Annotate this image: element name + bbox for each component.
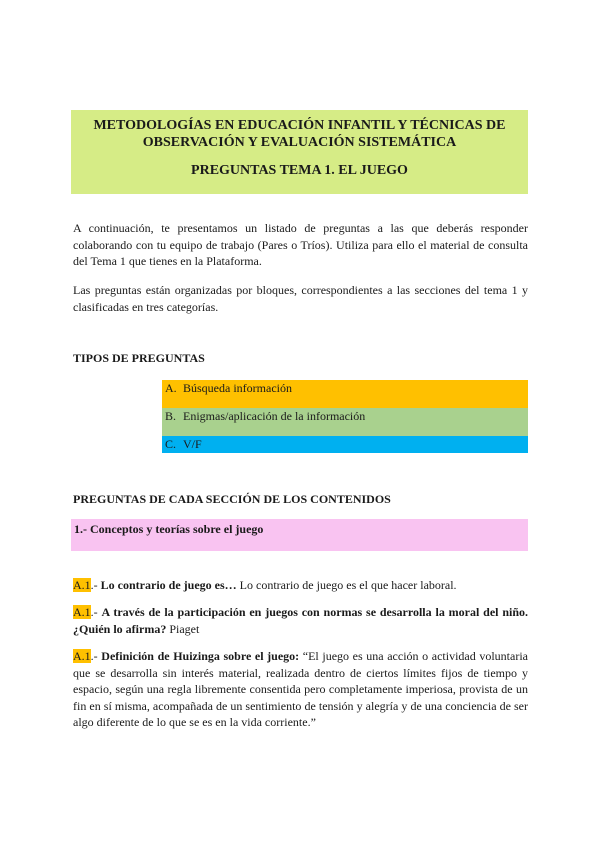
sections-heading: PREGUNTAS DE CADA SECCIÓN DE LOS CONTENIDOS [73, 492, 391, 506]
question-text: A través de la participación en juegos con normas se desarrolla la moral del niño. ¿Quién lo afirma? [73, 605, 529, 636]
document-subtitle: PREGUNTAS TEMA 1. EL JUEGO [191, 163, 408, 178]
question-item: A.1.- A través de la participación en juegos con normas se desarrolla la moral del niño. ¿Quién lo afirma? Piaget [73, 605, 529, 636]
title-line-1: METODOLOGÍAS EN EDUCACIÓN INFANTIL Y TÉCNICAS DE [93, 118, 506, 133]
question-types-heading: TIPOS DE PREGUNTAS [73, 351, 205, 365]
intro-paragraph-2: Las preguntas están organizadas por bloques, correspondientes a las secciones del tema 1 y clasificadas en tres categorías. [73, 283, 528, 314]
question-type-label: Enigmas/aplicación de la información [183, 409, 366, 423]
answer-text: “El juego es una acción o actividad voluntaria que se desarrolla sin interés material, realizada dentro de ciertos límites fijos de tiempo y espacio, según una regla libremente consentida pero completamente imperiosa, provista de un fin en sí misma, acompañada de un sentimiento de tensión y alegría y de una conciencia de ser algo diferente de lo que se es en la vida corriente.” [73, 649, 529, 729]
answer-text: Lo contrario de juego es el que hacer laboral. [236, 578, 457, 592]
question-type-label: V/F [183, 437, 202, 451]
question-type-b [162, 408, 528, 436]
question-item: A.1.- Lo contrario de juego es… Lo contrario de juego es el que hacer laboral. [73, 578, 457, 592]
question-type-letter: C. [165, 437, 177, 451]
question-type-c [162, 436, 528, 453]
question-type-label: Búsqueda información [183, 381, 292, 395]
question-type-letter: B. [165, 409, 177, 423]
document-title [71, 117, 528, 151]
question-category-tag: A.1 [73, 578, 91, 592]
question-type-letter: A. [165, 381, 177, 395]
answer-text: Piaget [166, 621, 200, 636]
question-text: Definición de Huizinga sobre el juego: [101, 649, 300, 663]
intro-paragraph-1: A continuación, te presentamos un listado de preguntas a las que deberás responder colaborando con tu equipo de trabajo (Pares o Tríos). Utiliza para ello el material de consulta del Tema 1 que tienes en la Plataforma. [73, 221, 528, 268]
question-text: Lo contrario de juego es… [100, 578, 237, 592]
question-type-a [162, 380, 528, 408]
question-category-tag: A.1 [73, 605, 91, 619]
document-title-box [71, 110, 528, 194]
question-item: A.1.- Definición de Huizinga sobre el juego: “El juego es una acción o actividad voluntaria que se desarrolla sin interés material, realizada dentro de ciertos límites fijos de tiempo y espacio, según una regla libremente consentida pero completamente imperiosa, provista de un fin en sí misma, acompañada de un sentimiento de tensión y alegría y de una conciencia de ser algo diferente de lo que se es en la vida corriente.” [73, 649, 529, 729]
section-1-title: 1.- Conceptos y teorías sobre el juego [71, 519, 528, 551]
title-line-2: OBSERVACIÓN Y EVALUACIÓN SISTEMÁTICA [142, 135, 457, 150]
question-category-tag: A.1 [73, 649, 91, 663]
